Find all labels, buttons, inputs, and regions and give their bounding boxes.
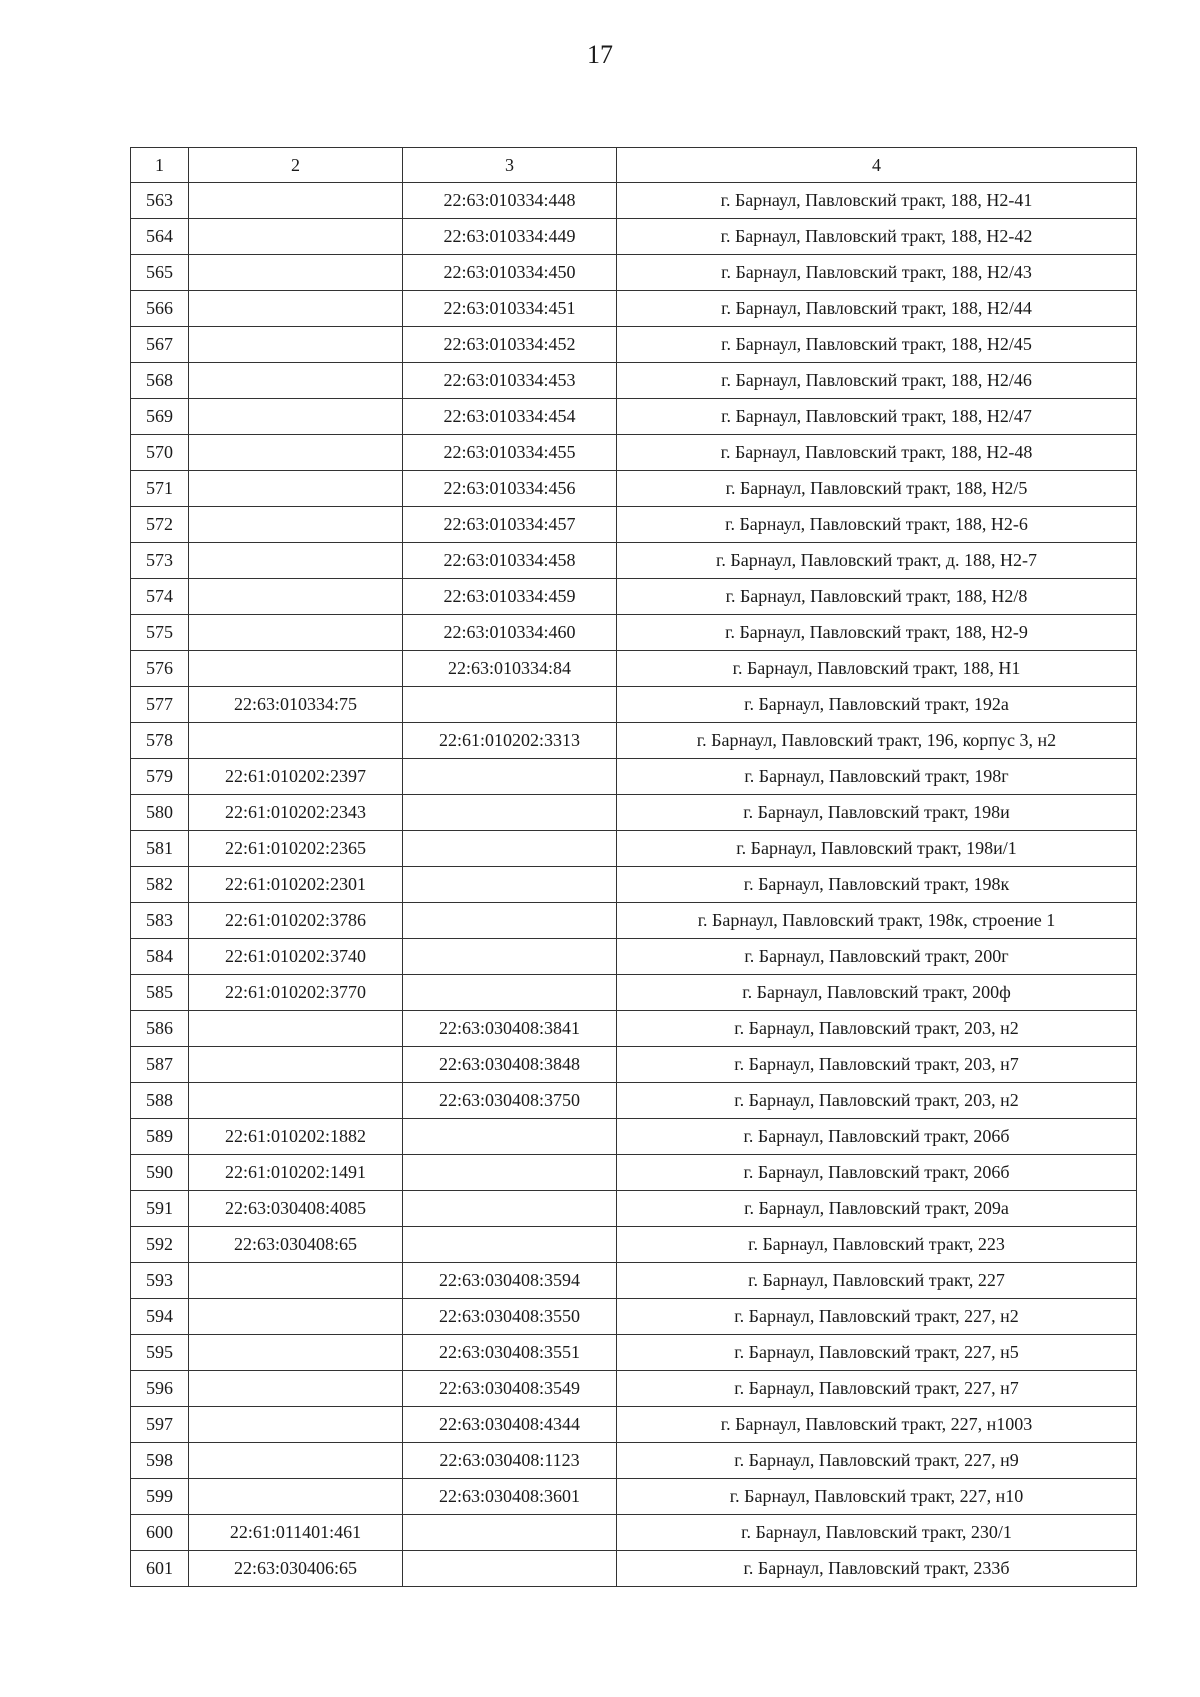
header-cell-col1: 1 xyxy=(131,148,189,183)
row-number-cell: 564 xyxy=(131,219,189,255)
address-cell: г. Барнаул, Павловский тракт, 198к, строение 1 xyxy=(617,903,1137,939)
table-row xyxy=(131,1515,1137,1551)
row-number-cell: 574 xyxy=(131,579,189,615)
cadastral-number-cell-a xyxy=(189,1047,403,1083)
address-cell: г. Барнаул, Павловский тракт, 196, корпус 3, н2 xyxy=(617,723,1137,759)
cadastral-number-cell-b: 22:63:010334:459 xyxy=(403,579,617,615)
address-cell: г. Барнаул, Павловский тракт, 203, н2 xyxy=(617,1011,1137,1047)
address-cell: г. Барнаул, Павловский тракт, д. 188, Н2-7 xyxy=(617,543,1137,579)
table-row xyxy=(131,687,1137,723)
cadastral-number-cell-a: 22:61:010202:3770 xyxy=(189,975,403,1011)
row-number-cell: 594 xyxy=(131,1299,189,1335)
address-cell: г. Барнаул, Павловский тракт, 198и xyxy=(617,795,1137,831)
cadastral-number-cell-a xyxy=(189,327,403,363)
row-number-cell: 600 xyxy=(131,1515,189,1551)
table-row xyxy=(131,867,1137,903)
cadastral-number-cell-a: 22:61:010202:2397 xyxy=(189,759,403,795)
address-cell: г. Барнаул, Павловский тракт, 209а xyxy=(617,1191,1137,1227)
cadastral-number-cell-a xyxy=(189,507,403,543)
row-number-cell: 581 xyxy=(131,831,189,867)
cadastral-number-cell-a: 22:61:010202:2343 xyxy=(189,795,403,831)
address-cell: г. Барнаул, Павловский тракт, 188, Н2/5 xyxy=(617,471,1137,507)
row-number-cell: 572 xyxy=(131,507,189,543)
header-row xyxy=(131,148,1137,183)
address-cell: г. Барнаул, Павловский тракт, 233б xyxy=(617,1551,1137,1587)
table-row xyxy=(131,219,1137,255)
cadastral-number-cell-b: 22:63:030408:3848 xyxy=(403,1047,617,1083)
row-number-cell: 592 xyxy=(131,1227,189,1263)
address-cell: г. Барнаул, Павловский тракт, 227, н7 xyxy=(617,1371,1137,1407)
row-number-cell: 599 xyxy=(131,1479,189,1515)
row-number-cell: 591 xyxy=(131,1191,189,1227)
address-cell: г. Барнаул, Павловский тракт, 200ф xyxy=(617,975,1137,1011)
table-row xyxy=(131,1263,1137,1299)
cadastral-number-cell-a: 22:61:010202:3740 xyxy=(189,939,403,975)
table-row xyxy=(131,903,1137,939)
address-cell: г. Барнаул, Павловский тракт, 200г xyxy=(617,939,1137,975)
row-number-cell: 590 xyxy=(131,1155,189,1191)
cadastral-number-cell-a xyxy=(189,471,403,507)
table-row xyxy=(131,579,1137,615)
address-cell: г. Барнаул, Павловский тракт, 188, Н2/8 xyxy=(617,579,1137,615)
cadastral-number-cell-b xyxy=(403,759,617,795)
cadastral-number-cell-a xyxy=(189,183,403,219)
table-row xyxy=(131,543,1137,579)
row-number-cell: 582 xyxy=(131,867,189,903)
table-row xyxy=(131,1047,1137,1083)
row-number-cell: 570 xyxy=(131,435,189,471)
row-number-cell: 597 xyxy=(131,1407,189,1443)
address-cell: г. Барнаул, Павловский тракт, 230/1 xyxy=(617,1515,1137,1551)
cadastral-number-cell-b: 22:63:010334:453 xyxy=(403,363,617,399)
row-number-cell: 567 xyxy=(131,327,189,363)
address-cell: г. Барнаул, Павловский тракт, 188, Н2/44 xyxy=(617,291,1137,327)
row-number-cell: 596 xyxy=(131,1371,189,1407)
address-cell: г. Барнаул, Павловский тракт, 206б xyxy=(617,1155,1137,1191)
table-row xyxy=(131,831,1137,867)
cadastral-number-cell-b: 22:63:030408:3551 xyxy=(403,1335,617,1371)
cadastral-number-cell-b: 22:63:030408:4344 xyxy=(403,1407,617,1443)
header-cell-col4: 4 xyxy=(617,148,1137,183)
address-cell: г. Барнаул, Павловский тракт, 198г xyxy=(617,759,1137,795)
row-number-cell: 595 xyxy=(131,1335,189,1371)
cadastral-number-cell-b xyxy=(403,1119,617,1155)
cadastral-number-cell-a: 22:61:010202:2365 xyxy=(189,831,403,867)
cadastral-number-cell-a xyxy=(189,1299,403,1335)
table-row xyxy=(131,291,1137,327)
cadastral-number-cell-b: 22:63:010334:454 xyxy=(403,399,617,435)
cadastral-number-cell-a xyxy=(189,1407,403,1443)
row-number-cell: 563 xyxy=(131,183,189,219)
table-body xyxy=(131,183,1137,1587)
table-row xyxy=(131,795,1137,831)
cadastral-number-cell-b xyxy=(403,1155,617,1191)
address-cell: г. Барнаул, Павловский тракт, 223 xyxy=(617,1227,1137,1263)
cadastral-number-cell-b: 22:63:030408:3550 xyxy=(403,1299,617,1335)
cadastral-number-cell-b: 22:63:030408:3594 xyxy=(403,1263,617,1299)
table-row xyxy=(131,1443,1137,1479)
row-number-cell: 569 xyxy=(131,399,189,435)
cadastral-number-cell-a xyxy=(189,255,403,291)
cadastral-number-cell-b xyxy=(403,831,617,867)
row-number-cell: 588 xyxy=(131,1083,189,1119)
cadastral-number-cell-a xyxy=(189,1335,403,1371)
cadastral-number-cell-b: 22:63:010334:84 xyxy=(403,651,617,687)
header-cell-col3: 3 xyxy=(403,148,617,183)
table-row xyxy=(131,1335,1137,1371)
registry-table xyxy=(130,147,1137,1587)
table-row xyxy=(131,1119,1137,1155)
row-number-cell: 601 xyxy=(131,1551,189,1587)
cadastral-number-cell-b: 22:63:010334:448 xyxy=(403,183,617,219)
table-row xyxy=(131,1371,1137,1407)
address-cell: г. Барнаул, Павловский тракт, 227, н1003 xyxy=(617,1407,1137,1443)
row-number-cell: 577 xyxy=(131,687,189,723)
row-number-cell: 580 xyxy=(131,795,189,831)
cadastral-number-cell-a xyxy=(189,1263,403,1299)
address-cell: г. Барнаул, Павловский тракт, 188, Н2/45 xyxy=(617,327,1137,363)
cadastral-number-cell-b: 22:63:010334:456 xyxy=(403,471,617,507)
row-number-cell: 565 xyxy=(131,255,189,291)
cadastral-number-cell-b xyxy=(403,1227,617,1263)
table-row xyxy=(131,399,1137,435)
row-number-cell: 583 xyxy=(131,903,189,939)
cadastral-number-cell-b: 22:63:010334:452 xyxy=(403,327,617,363)
row-number-cell: 598 xyxy=(131,1443,189,1479)
address-cell: г. Барнаул, Павловский тракт, 227, н9 xyxy=(617,1443,1137,1479)
table-row xyxy=(131,939,1137,975)
cadastral-number-cell-a xyxy=(189,579,403,615)
cadastral-number-cell-b xyxy=(403,867,617,903)
row-number-cell: 579 xyxy=(131,759,189,795)
cadastral-number-cell-a xyxy=(189,1011,403,1047)
cadastral-number-cell-b xyxy=(403,687,617,723)
cadastral-number-cell-a xyxy=(189,1083,403,1119)
cadastral-number-cell-b: 22:63:010334:451 xyxy=(403,291,617,327)
cadastral-number-cell-b xyxy=(403,1191,617,1227)
cadastral-number-cell-a xyxy=(189,543,403,579)
table-row xyxy=(131,327,1137,363)
row-number-cell: 573 xyxy=(131,543,189,579)
table-row xyxy=(131,1407,1137,1443)
cadastral-number-cell-a xyxy=(189,291,403,327)
cadastral-number-cell-a: 22:61:011401:461 xyxy=(189,1515,403,1551)
cadastral-number-cell-b: 22:61:010202:3313 xyxy=(403,723,617,759)
cadastral-number-cell-a xyxy=(189,219,403,255)
row-number-cell: 578 xyxy=(131,723,189,759)
table-row xyxy=(131,723,1137,759)
cadastral-number-cell-a: 22:61:010202:1491 xyxy=(189,1155,403,1191)
cadastral-number-cell-a: 22:61:010202:1882 xyxy=(189,1119,403,1155)
address-cell: г. Барнаул, Павловский тракт, 198и/1 xyxy=(617,831,1137,867)
cadastral-number-cell-a xyxy=(189,435,403,471)
cadastral-number-cell-b: 22:63:010334:460 xyxy=(403,615,617,651)
cadastral-number-cell-b: 22:63:030408:1123 xyxy=(403,1443,617,1479)
table-row xyxy=(131,471,1137,507)
header-cell-col2: 2 xyxy=(189,148,403,183)
cadastral-number-cell-a: 22:63:030408:65 xyxy=(189,1227,403,1263)
cadastral-number-cell-a xyxy=(189,615,403,651)
cadastral-number-cell-a xyxy=(189,1371,403,1407)
table-row xyxy=(131,1191,1137,1227)
address-cell: г. Барнаул, Павловский тракт, 227, н2 xyxy=(617,1299,1137,1335)
address-cell: г. Барнаул, Павловский тракт, 188, Н2-9 xyxy=(617,615,1137,651)
address-cell: г. Барнаул, Павловский тракт, 206б xyxy=(617,1119,1137,1155)
cadastral-number-cell-b xyxy=(403,1551,617,1587)
address-cell: г. Барнаул, Павловский тракт, 203, н7 xyxy=(617,1047,1137,1083)
row-number-cell: 587 xyxy=(131,1047,189,1083)
cadastral-number-cell-b: 22:63:030408:3549 xyxy=(403,1371,617,1407)
address-cell: г. Барнаул, Павловский тракт, 188, Н2-48 xyxy=(617,435,1137,471)
table-row xyxy=(131,435,1137,471)
cadastral-number-cell-b: 22:63:010334:450 xyxy=(403,255,617,291)
table-row xyxy=(131,975,1137,1011)
table-row xyxy=(131,1011,1137,1047)
address-cell: г. Барнаул, Павловский тракт, 192а xyxy=(617,687,1137,723)
row-number-cell: 571 xyxy=(131,471,189,507)
cadastral-number-cell-a xyxy=(189,1479,403,1515)
table-row xyxy=(131,363,1137,399)
table-row xyxy=(131,1227,1137,1263)
address-cell: г. Барнаул, Павловский тракт, 188, Н2/43 xyxy=(617,255,1137,291)
row-number-cell: 576 xyxy=(131,651,189,687)
row-number-cell: 584 xyxy=(131,939,189,975)
cadastral-number-cell-a xyxy=(189,723,403,759)
address-cell: г. Барнаул, Павловский тракт, 203, н2 xyxy=(617,1083,1137,1119)
cadastral-number-cell-a: 22:63:030406:65 xyxy=(189,1551,403,1587)
address-cell: г. Барнаул, Павловский тракт, 227, н10 xyxy=(617,1479,1137,1515)
table-row xyxy=(131,615,1137,651)
address-cell: г. Барнаул, Павловский тракт, 227 xyxy=(617,1263,1137,1299)
address-cell: г. Барнаул, Павловский тракт, 198к xyxy=(617,867,1137,903)
cadastral-number-cell-b: 22:63:010334:458 xyxy=(403,543,617,579)
address-cell: г. Барнаул, Павловский тракт, 188, Н2/46 xyxy=(617,363,1137,399)
row-number-cell: 593 xyxy=(131,1263,189,1299)
table-row xyxy=(131,507,1137,543)
row-number-cell: 586 xyxy=(131,1011,189,1047)
cadastral-number-cell-b: 22:63:030408:3841 xyxy=(403,1011,617,1047)
cadastral-number-cell-b xyxy=(403,975,617,1011)
cadastral-number-cell-b xyxy=(403,939,617,975)
row-number-cell: 589 xyxy=(131,1119,189,1155)
row-number-cell: 575 xyxy=(131,615,189,651)
cadastral-number-cell-b: 22:63:010334:449 xyxy=(403,219,617,255)
table-row xyxy=(131,651,1137,687)
table-row xyxy=(131,1155,1137,1191)
page-number: 17 xyxy=(587,40,613,69)
table-row xyxy=(131,1551,1137,1587)
address-cell: г. Барнаул, Павловский тракт, 227, н5 xyxy=(617,1335,1137,1371)
address-cell: г. Барнаул, Павловский тракт, 188, Н2-42 xyxy=(617,219,1137,255)
table-row xyxy=(131,255,1137,291)
cadastral-number-cell-b xyxy=(403,1515,617,1551)
cadastral-number-cell-b: 22:63:030408:3601 xyxy=(403,1479,617,1515)
address-cell: г. Барнаул, Павловский тракт, 188, Н2-41 xyxy=(617,183,1137,219)
cadastral-number-cell-b xyxy=(403,903,617,939)
cadastral-number-cell-a xyxy=(189,1443,403,1479)
table-row xyxy=(131,759,1137,795)
cadastral-number-cell-a xyxy=(189,399,403,435)
table-row xyxy=(131,1479,1137,1515)
cadastral-number-cell-b: 22:63:010334:457 xyxy=(403,507,617,543)
cadastral-number-cell-a: 22:63:030408:4085 xyxy=(189,1191,403,1227)
cadastral-number-cell-a: 22:61:010202:2301 xyxy=(189,867,403,903)
row-number-cell: 585 xyxy=(131,975,189,1011)
cadastral-number-cell-b xyxy=(403,795,617,831)
address-cell: г. Барнаул, Павловский тракт, 188, Н2/47 xyxy=(617,399,1137,435)
cadastral-number-cell-b: 22:63:030408:3750 xyxy=(403,1083,617,1119)
row-number-cell: 568 xyxy=(131,363,189,399)
cadastral-number-cell-b: 22:63:010334:455 xyxy=(403,435,617,471)
cadastral-number-cell-a: 22:61:010202:3786 xyxy=(189,903,403,939)
table-row xyxy=(131,1083,1137,1119)
address-cell: г. Барнаул, Павловский тракт, 188, Н1 xyxy=(617,651,1137,687)
address-cell: г. Барнаул, Павловский тракт, 188, Н2-6 xyxy=(617,507,1137,543)
table-row xyxy=(131,1299,1137,1335)
cadastral-number-cell-a xyxy=(189,651,403,687)
cadastral-number-cell-a xyxy=(189,363,403,399)
table-header xyxy=(131,148,1137,183)
row-number-cell: 566 xyxy=(131,291,189,327)
table-row xyxy=(131,183,1137,219)
cadastral-number-cell-a: 22:63:010334:75 xyxy=(189,687,403,723)
